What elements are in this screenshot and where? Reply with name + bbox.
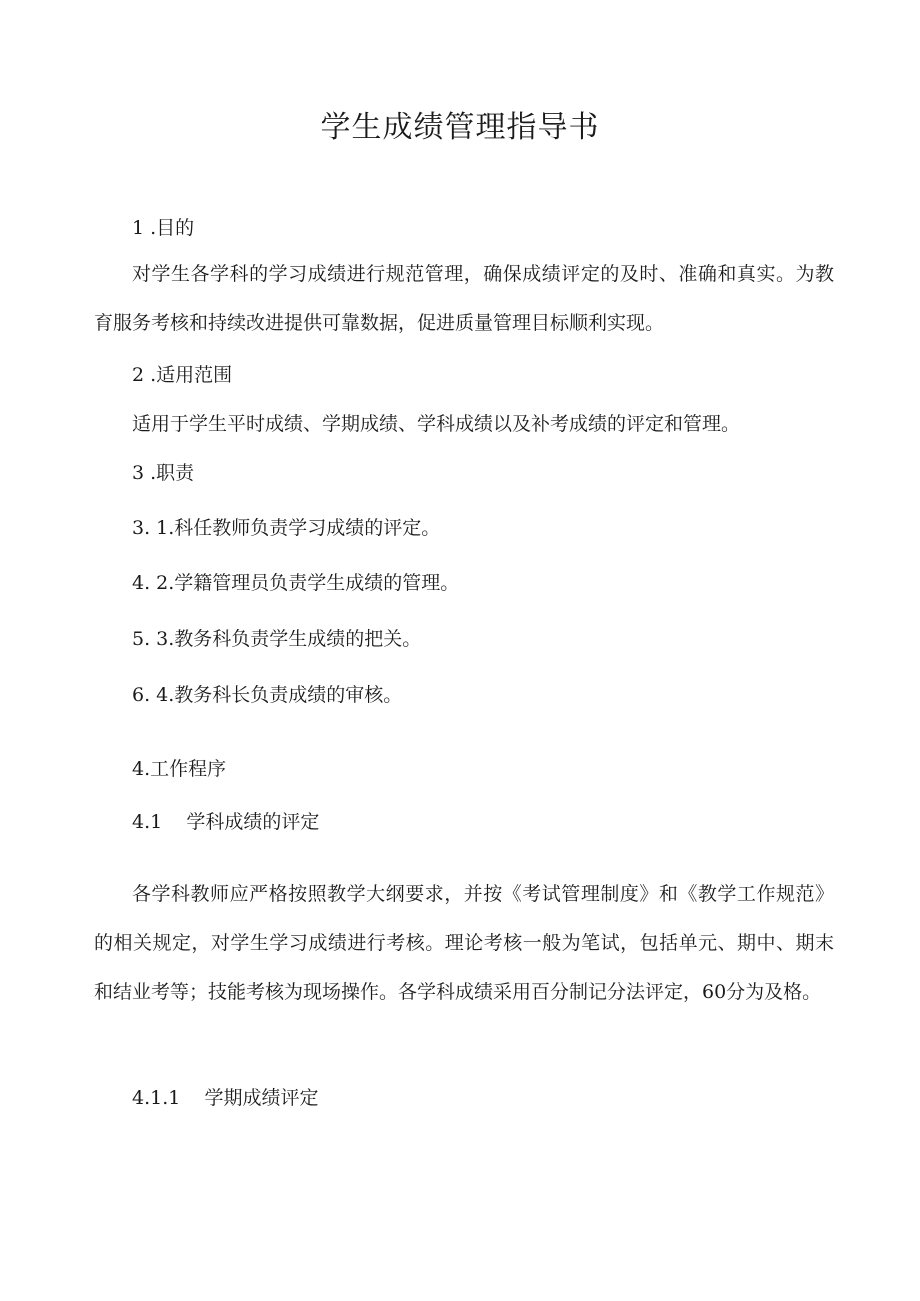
document-title: 学生成绩管理指导书 [320,110,600,145]
section-4-heading: 4.工作程序 [132,758,227,780]
duty-item: 3. 1.科任教师负责学习成绩的评定。 [132,517,441,539]
section-2-body: 适用于学生平时成绩、学期成绩、学科成绩以及补考成绩的评定和管理。 [132,413,741,435]
subsection-4-1-body: 各学科教师应严格按照教学大纲要求，并按《考试管理制度》和《教学工作规范》的相关规定，对学生学习成绩进行考核。理论考核一般为笔试，包括单元、期中、期末和结业考等；技能考核为现场操作。各学科成绩采用百分制记分法评定，60分为及格。 [94,883,834,1003]
section-2-heading: 2 .适用范围 [132,364,233,386]
section-3-heading: 3 .职责 [132,462,195,484]
duty-item: 6. 4.教务科长负责成绩的审核。 [132,684,403,706]
duty-item: 5. 3.教务科负责学生成绩的把关。 [132,628,422,650]
section-1-body: 对学生各学科的学习成绩进行规范管理，确保成绩评定的及时、准确和真实。为教育服务考核和持续改进提供可靠数据，促进质量管理目标顺利实现。 [94,263,834,334]
duty-item: 4. 2.学籍管理员负责学生成绩的管理。 [132,572,460,594]
section-1-heading: 1 .目的 [132,217,195,239]
subsection-4-1-heading: 4.1 学科成绩的评定 [132,811,320,833]
subsection-4-1-1-heading: 4.1.1 学期成绩评定 [132,1087,319,1109]
